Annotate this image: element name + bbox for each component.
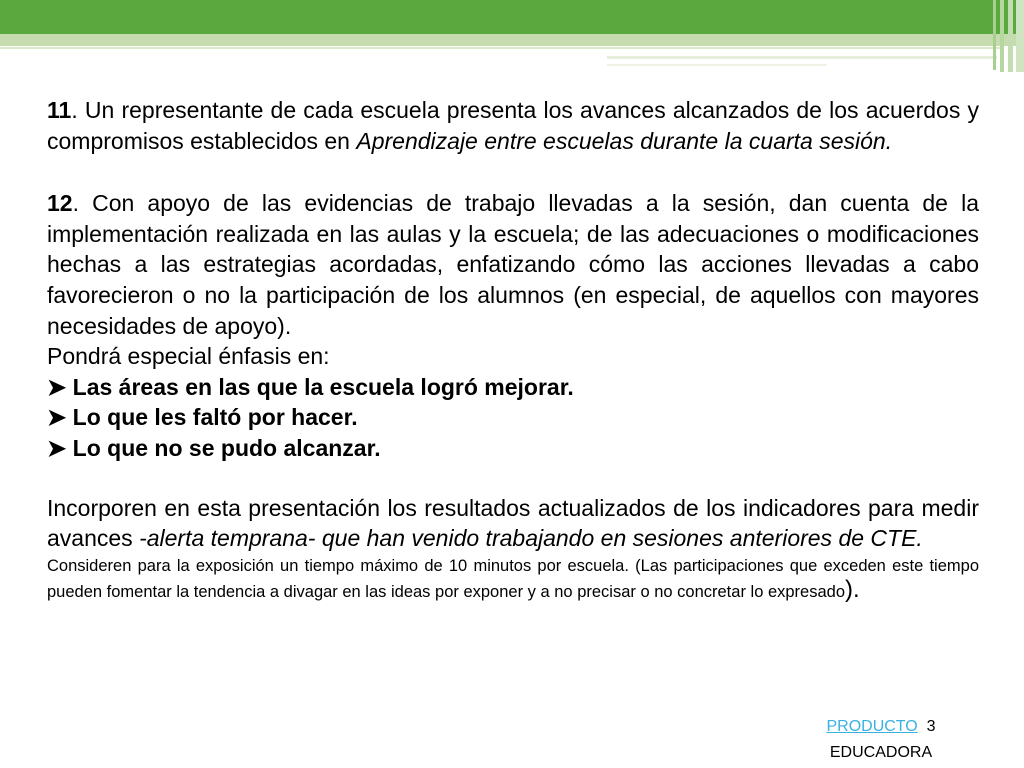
top-banner-light-stripe (0, 34, 1024, 46)
decorative-line (607, 56, 997, 59)
paragraph-12 (47, 188, 979, 341)
paragraph-end: ). (845, 575, 860, 603)
decorative-vertical-stripe (993, 0, 996, 70)
product-number: 3 (926, 718, 936, 735)
paragraph-number: 11 (47, 97, 72, 123)
footer-label: EDUCADORA (829, 744, 933, 761)
top-banner (0, 0, 1024, 34)
footer-line-1 (806, 714, 956, 740)
emphasis-intro: Pondrá especial énfasis en: (47, 343, 330, 370)
paragraph-number: 12 (47, 190, 73, 217)
decorative-vertical-stripe (1000, 0, 1004, 72)
paragraph-text: . Un representante de cada escuela presenta los avances alcanzados de los acuerdos y compromisos establecidos en (47, 97, 979, 154)
paragraph-text: Incorporen en esta presentación los resultados actualizados de los indicadores para medir avances (47, 494, 979, 552)
bullet-item: ➤ Las áreas en las que la escuela logró mejorar. (47, 373, 574, 400)
consider-paragraph (47, 554, 979, 604)
decorative-line (607, 64, 827, 66)
paragraph-text: Consideren para la exposición un tiempo máximo de 10 minutos por escuela. (Las participaciones que exceden este tiempo pueden fomentar la tendencia a divagar en las ideas por exponer y a no precisar o no concretar lo expresado (47, 556, 979, 601)
footer (806, 714, 956, 766)
incorporate-paragraph (47, 493, 979, 554)
bullet-item: ➤ Lo que les faltó por hacer. (47, 404, 358, 431)
producto-link[interactable]: PRODUCTO (826, 718, 918, 735)
paragraph-italic-text: Aprendizaje entre escuelas durante la cuarta sesión. (356, 127, 893, 154)
bullet-item: ➤ Lo que no se pudo alcanzar. (47, 434, 381, 461)
decorative-vertical-stripe (1008, 0, 1013, 72)
decorative-line (0, 47, 1000, 49)
decorative-vertical-stripe (1016, 0, 1024, 72)
paragraph-11 (47, 95, 979, 156)
paragraph-text: . Con apoyo de las evidencias de trabajo llevadas a la sesión, dan cuenta de la implementación realizada en las aulas y la escuela; de las adecuaciones o modificaciones hechas a las estrategias acordadas, enfatizando cómo las acciones llevadas a cabo favorecieron o no la participación de los alumnos (en especial, de aquellos con mayores necesidades de apoyo). (47, 190, 979, 339)
slide-body (47, 95, 979, 604)
paragraph-italic-text: -alerta temprana- que han venido trabajando en sesiones anteriores de CTE. (139, 525, 923, 552)
